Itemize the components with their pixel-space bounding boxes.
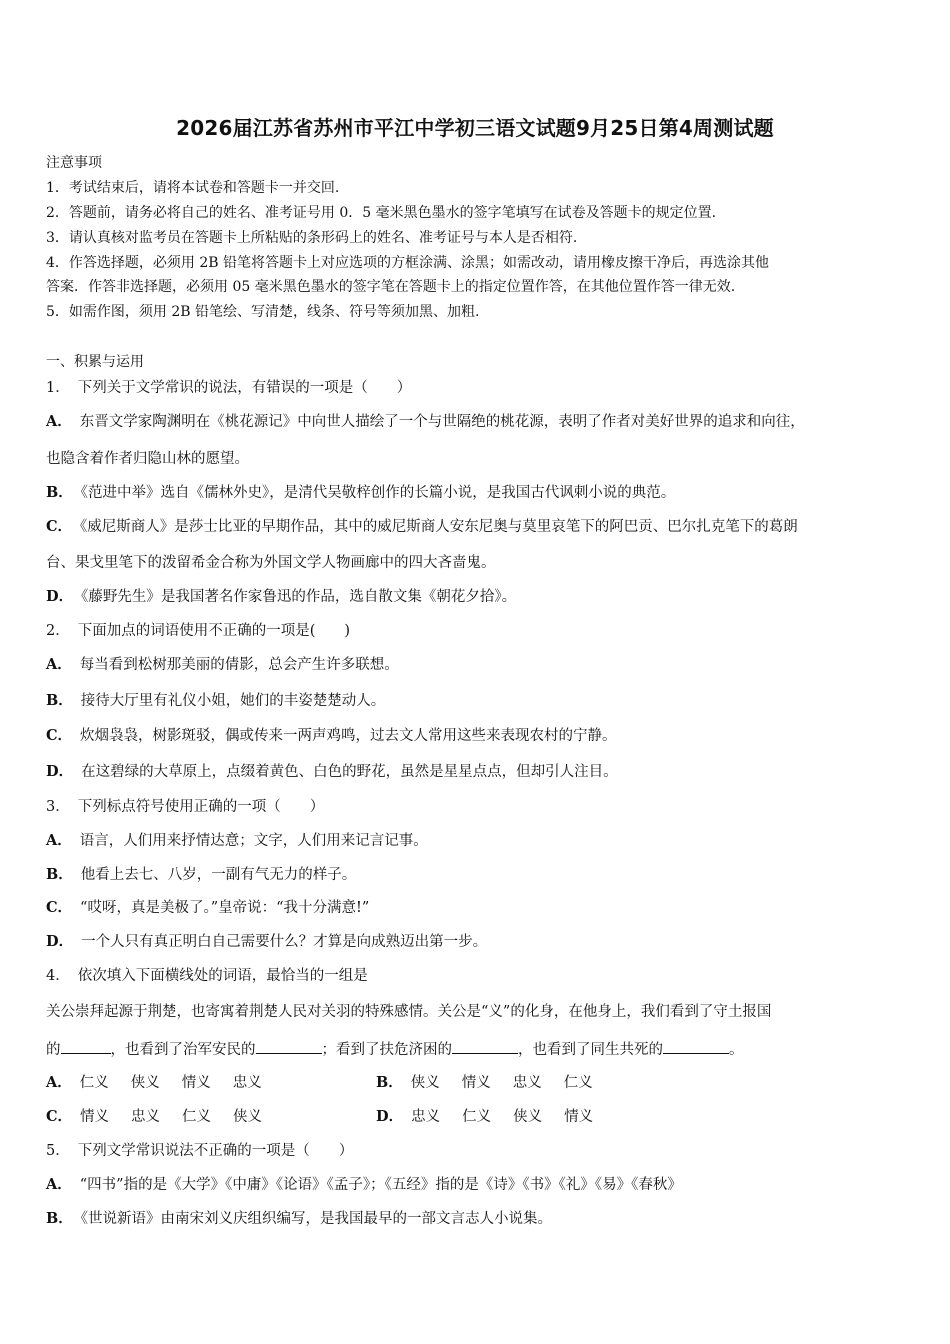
q4-passage-line-2: [46, 1038, 744, 1059]
q1-option-c: [46, 515, 798, 536]
notice-heading: 注意事项: [46, 155, 102, 171]
option-label: B．: [46, 866, 73, 883]
option-text: 东晋文学家陶渊明在《桃花源记》中向世人描绘了一个与世隔绝的桃花源，表明了作者对美好世界的追求和向往，: [79, 414, 805, 430]
q1-option-b: [46, 481, 675, 502]
option-label: C．: [46, 727, 73, 744]
question-5: [46, 1139, 353, 1160]
option-label: D．: [46, 933, 74, 950]
option-text: 《威尼斯商人》是莎士比亚的早期作品，其中的威尼斯商人安东尼奥与莫里哀笔下的阿巴贡、巴尔扎克笔下的葛朗: [80, 519, 798, 535]
question-stem: 下列关于文学常识的说法，有错误的一项是（ ）: [77, 380, 412, 396]
option-word: 仁义: [462, 1109, 492, 1125]
q4-option-d: [376, 1105, 615, 1126]
question-number: 5．: [46, 1143, 70, 1159]
fill-blank: [256, 1041, 322, 1054]
question-number: 3．: [46, 799, 70, 815]
question-stem: 下列标点符号使用正确的一项（ ）: [77, 799, 325, 815]
fill-blank: [61, 1041, 111, 1054]
q4-passage-line-1: 关公崇拜起源于荆楚，也寄寓着荆楚人民对关羽的特殊感情。关公是“义”的化身，在他身上，我们看到了守土报国: [46, 1004, 772, 1020]
option-label: A．: [46, 1074, 72, 1091]
option-word: 侠义: [513, 1109, 543, 1125]
q3-option-c: [46, 896, 369, 917]
option-text: 《藤野先生》是我国著名作家鲁迅的作品，选自散文集《朝花夕拾》。: [81, 589, 517, 605]
question-stem: 下列文学常识说法不正确的一项是（ ）: [77, 1143, 354, 1159]
option-label: D．: [376, 1108, 404, 1125]
notice-item: 2．答题前，请务必将自己的姓名、准考证号用 0．5 毫米黑色墨水的签字笔填写在试卷及答题卡的规定位置.: [46, 205, 717, 221]
notice-item: 4．作答选择题，必须用 2B 铅笔将答题卡上对应选项的方框涂满、涂黑；如需改动，请用橡皮擦干净后，再选涂其他: [46, 255, 769, 271]
q3-option-d: [46, 930, 487, 951]
q2-option-c: [46, 724, 617, 745]
option-word: 忠义: [232, 1075, 262, 1091]
passage-text: ，也看到了同生共死的: [518, 1042, 663, 1058]
question-number: 2．: [46, 623, 70, 639]
q3-option-b: [46, 863, 356, 884]
q1-option-a: [46, 410, 805, 431]
q2-option-b: [46, 689, 385, 710]
option-word: 仁义: [563, 1075, 593, 1091]
option-text: 《世说新语》由南宋刘义庆组织编写，是我国最早的一部文言志人小说集。: [80, 1211, 553, 1227]
question-4: [46, 964, 368, 985]
option-text: 炊烟袅袅，树影斑驳，偶或传来一两声鸡鸣，过去文人常用这些来表现农村的宁静。: [80, 728, 617, 744]
q4-option-a: [46, 1071, 284, 1092]
option-word: 情义: [80, 1109, 110, 1125]
option-text: 接待大厅里有礼仪小姐，她们的丰姿楚楚动人。: [80, 693, 386, 709]
notice-item: 1．考试结束后，请将本试卷和答题卡一并交回.: [46, 180, 340, 196]
option-label: A．: [46, 1176, 72, 1193]
option-word: 情义: [461, 1075, 491, 1091]
q2-option-d: [46, 760, 618, 781]
option-text: 语言，人们用来抒情达意；文字，人们用来记言记事。: [79, 833, 428, 849]
passage-text: ，也看到了治军安民的: [110, 1042, 256, 1058]
option-word: 侠义: [410, 1075, 440, 1091]
page-title: 2026届江苏省苏州市平江中学初三语文试题9月25日第4周测试题: [176, 116, 774, 140]
fill-blank: [452, 1041, 518, 1054]
q1-option-a-cont: 也隐含着作者归隐山林的愿望。: [46, 451, 249, 467]
option-label: C．: [46, 1108, 73, 1125]
option-text: “四书”指的是《大学》《中庸》《论语》《孟子》；《五经》指的是《诗》《书》《礼》《易》《春秋》: [79, 1177, 682, 1193]
passage-text: 。: [729, 1042, 744, 1058]
option-label: B．: [46, 484, 73, 501]
option-label: B．: [46, 692, 73, 709]
question-number: 4．: [46, 968, 70, 984]
notice-item: 答案．作答非选择题，必须用 05 毫米黑色墨水的签字笔在答题卡上的指定位置作答，在其他位置作答一律无效.: [46, 279, 736, 295]
option-word: 忠义: [131, 1109, 161, 1125]
question-stem: 下面加点的词语使用不正确的一项是( ): [77, 623, 351, 639]
option-word: 忠义: [512, 1075, 542, 1091]
option-word: 情义: [564, 1109, 594, 1125]
option-label: D．: [46, 763, 74, 780]
option-label: A．: [46, 413, 72, 430]
option-text: 《范进中举》选自《儒林外史》，是清代吴敬梓创作的长篇小说，是我国古代讽刺小说的典范。: [80, 485, 676, 501]
q5-option-a: [46, 1173, 682, 1194]
option-label: B．: [376, 1074, 403, 1091]
option-label: C．: [46, 518, 73, 535]
option-word: 侠义: [233, 1109, 263, 1125]
question-2: [46, 619, 350, 640]
question-3: [46, 795, 324, 816]
passage-text: 的: [46, 1042, 61, 1058]
option-text: “哎呀，真是美极了。”皇帝说：“我十分满意!”: [80, 900, 370, 916]
option-label: A．: [46, 832, 72, 849]
notice-item: 5．如需作图，须用 2B 铅笔绘、写清楚，线条、符号等须加黑、加粗.: [46, 304, 480, 320]
option-word: 情义: [181, 1075, 211, 1091]
option-label: A．: [46, 656, 72, 673]
option-text: 每当看到松树那美丽的倩影，总会产生许多联想。: [79, 657, 399, 673]
option-label: B．: [46, 1210, 73, 1227]
option-word: 忠义: [411, 1109, 441, 1125]
question-1: [46, 376, 411, 397]
fill-blank: [663, 1041, 729, 1054]
option-word: 仁义: [79, 1075, 109, 1091]
option-text: 他看上去七、八岁，一副有气无力的样子。: [80, 867, 357, 883]
option-label: D．: [46, 588, 74, 605]
q4-option-c: [46, 1105, 284, 1126]
q2-option-a: [46, 653, 399, 674]
q4-option-b: [376, 1071, 615, 1092]
q1-option-d: [46, 585, 516, 606]
q5-option-b: [46, 1207, 552, 1228]
notice-item: 3．请认真核对监考员在答题卡上所粘贴的条形码上的姓名、准考证号与本人是否相符.: [46, 230, 578, 246]
option-label: C．: [46, 899, 73, 916]
option-text: 一个人只有真正明白自己需要什么？才算是向成熟迈出第一步。: [81, 934, 488, 950]
q1-option-c-cont: 台、果戈里笔下的泼留希金合称为外国文学人物画廊中的四大吝啬鬼。: [46, 555, 496, 571]
option-word: 侠义: [130, 1075, 160, 1091]
option-word: 仁义: [182, 1109, 212, 1125]
section-heading: 一、积累与运用: [46, 354, 144, 370]
question-stem: 依次填入下面横线处的词语，最恰当的一组是: [77, 968, 368, 984]
option-text: 在这碧绿的大草原上，点缀着黄色、白色的野花，虽然是星星点点，但却引人注目。: [81, 764, 618, 780]
passage-text: ；看到了扶危济困的: [321, 1042, 452, 1058]
question-number: 1．: [46, 380, 70, 396]
q3-option-a: [46, 829, 428, 850]
